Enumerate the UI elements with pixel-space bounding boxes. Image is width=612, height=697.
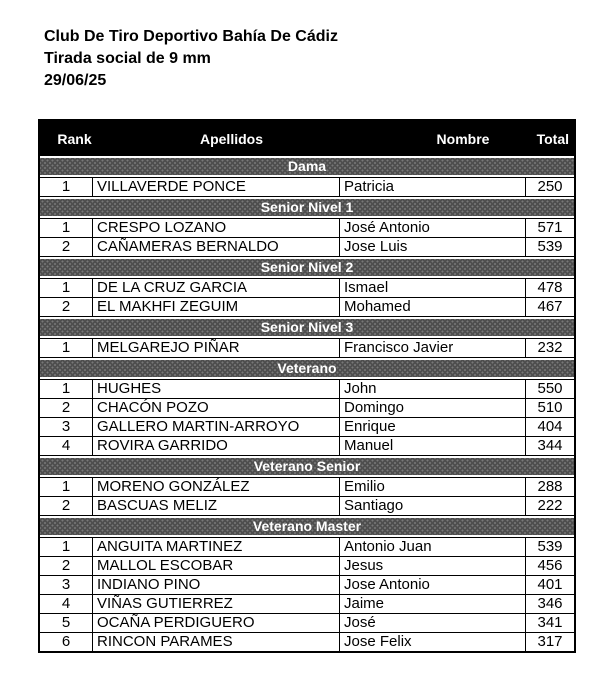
table-row (40, 557, 574, 576)
cell-total: 571 (537, 219, 563, 236)
cell-total: 467 (537, 298, 563, 315)
cell-apellidos: ROVIRA GARRIDO (93, 437, 340, 455)
cell-nombre: Ismael (340, 279, 526, 297)
cell-nombre: Jose Felix (340, 633, 526, 651)
cell-rank: 1 (40, 219, 93, 237)
cell-apellidos: VILLAVERDE PONCE (93, 178, 340, 196)
table-body (40, 156, 574, 651)
cell-nombre: Santiago (340, 497, 526, 515)
cell-nombre: Jose Antonio (340, 576, 526, 594)
cell-apellidos: ANGUITA MARTINEZ (93, 538, 340, 556)
cell-rank: 5 (40, 614, 93, 632)
cell-rank: 2 (40, 399, 93, 417)
table-row (40, 537, 574, 557)
cell-total: 341 (537, 614, 563, 631)
cell-apellidos: RINCON PARAMES (93, 633, 340, 651)
event-date: 29/06/25 (44, 72, 107, 89)
table-row (40, 218, 574, 238)
cell-rank: 2 (40, 238, 93, 256)
table-row (40, 298, 574, 317)
category-header-row: Veterano Master (40, 516, 574, 537)
table-row (40, 379, 574, 399)
cell-nombre: Emilio (340, 478, 526, 496)
cell-apellidos: INDIANO PINO (93, 576, 340, 594)
cell-rank: 1 (40, 279, 93, 297)
cell-apellidos: MELGAREJO PIÑAR (93, 339, 340, 357)
table-row (40, 614, 574, 633)
cell-apellidos: HUGHES (93, 380, 340, 398)
table-row (40, 437, 574, 456)
cell-apellidos: BASCUAS MELIZ (93, 497, 340, 515)
cell-nombre: Jesus (340, 557, 526, 575)
cell-total: 222 (537, 497, 563, 514)
cell-apellidos: CAÑAMERAS BERNALDO (93, 238, 340, 256)
club-title: Club De Tiro Deportivo Bahía De Cádiz (44, 28, 338, 45)
cell-rank: 6 (40, 633, 93, 651)
cell-nombre: Jose Luis (340, 238, 526, 256)
cell-total: 401 (537, 576, 563, 593)
column-header-apellidos-label: Apellidos (199, 130, 263, 147)
column-header-total (526, 131, 574, 147)
cell-total: 478 (537, 279, 563, 296)
table-row (40, 595, 574, 614)
cell-apellidos: OCAÑA PERDIGUERO (93, 614, 340, 632)
cell-total: 344 (537, 437, 563, 454)
cell-nombre: Jaime (340, 595, 526, 613)
table-row (40, 497, 574, 516)
cell-nombre: Manuel (340, 437, 526, 455)
table-row (40, 338, 574, 358)
table-row (40, 576, 574, 595)
cell-rank: 3 (40, 576, 93, 594)
cell-total: 550 (537, 380, 563, 397)
cell-total: 317 (537, 633, 563, 650)
cell-apellidos: MORENO GONZÁLEZ (93, 478, 340, 496)
column-header-nombre (340, 131, 526, 147)
cell-apellidos: EL MAKHFI ZEGUIM (93, 298, 340, 316)
table-row (40, 633, 574, 651)
cell-rank: 1 (40, 178, 93, 196)
cell-nombre: Enrique (340, 418, 526, 436)
event-title: Tirada social de 9 mm (44, 50, 211, 67)
cell-rank: 3 (40, 418, 93, 436)
category-header-row: Veterano Senior (40, 456, 574, 477)
column-header-nombre-label: Nombre (436, 130, 490, 147)
cell-nombre: José (340, 614, 526, 632)
cell-rank: 1 (40, 538, 93, 556)
cell-nombre: John (340, 380, 526, 398)
cell-rank: 2 (40, 497, 93, 515)
cell-nombre: José Antonio (340, 219, 526, 237)
cell-total: 346 (537, 595, 563, 612)
table-row (40, 418, 574, 437)
document-header (44, 26, 338, 92)
cell-nombre: Patricia (340, 178, 526, 196)
cell-nombre: Francisco Javier (340, 339, 526, 357)
category-header-row: Senior Nivel 2 (40, 257, 574, 278)
column-header-apellidos (93, 131, 340, 147)
cell-apellidos: CRESPO LOZANO (93, 219, 340, 237)
category-header-row: Senior Nivel 3 (40, 317, 574, 338)
cell-rank: 4 (40, 595, 93, 613)
table-row (40, 177, 574, 197)
cell-rank: 1 (40, 478, 93, 496)
table-row (40, 278, 574, 298)
cell-apellidos: CHACÓN POZO (93, 399, 340, 417)
cell-rank: 2 (40, 557, 93, 575)
column-header-rank (40, 131, 93, 147)
cell-nombre: Domingo (340, 399, 526, 417)
cell-total: 539 (537, 238, 563, 255)
cell-total: 456 (537, 557, 563, 574)
column-header-rank-label: Rank (57, 130, 92, 147)
table-header-row (40, 121, 574, 156)
cell-rank: 1 (40, 380, 93, 398)
cell-rank: 2 (40, 298, 93, 316)
cell-rank: 4 (40, 437, 93, 455)
cell-total: 539 (537, 538, 563, 555)
cell-apellidos: VIÑAS GUTIERREZ (93, 595, 340, 613)
results-table (38, 119, 576, 653)
cell-total: 288 (537, 478, 563, 495)
table-row (40, 238, 574, 257)
cell-nombre: Antonio Juan (340, 538, 526, 556)
category-header-row: Veterano (40, 358, 574, 379)
table-row (40, 477, 574, 497)
cell-total: 404 (537, 418, 563, 435)
category-header-row: Senior Nivel 1 (40, 197, 574, 218)
cell-apellidos: DE LA CRUZ GARCIA (93, 279, 340, 297)
cell-apellidos: GALLERO MARTIN-ARROYO (93, 418, 340, 436)
cell-apellidos: MALLOL ESCOBAR (93, 557, 340, 575)
cell-nombre: Mohamed (340, 298, 526, 316)
cell-total: 510 (537, 399, 563, 416)
table-row (40, 399, 574, 418)
column-header-total-label: Total (536, 130, 569, 147)
cell-rank: 1 (40, 339, 93, 357)
category-header-row: Dama (40, 156, 574, 177)
cell-total: 232 (537, 339, 563, 356)
cell-total: 250 (537, 178, 563, 195)
